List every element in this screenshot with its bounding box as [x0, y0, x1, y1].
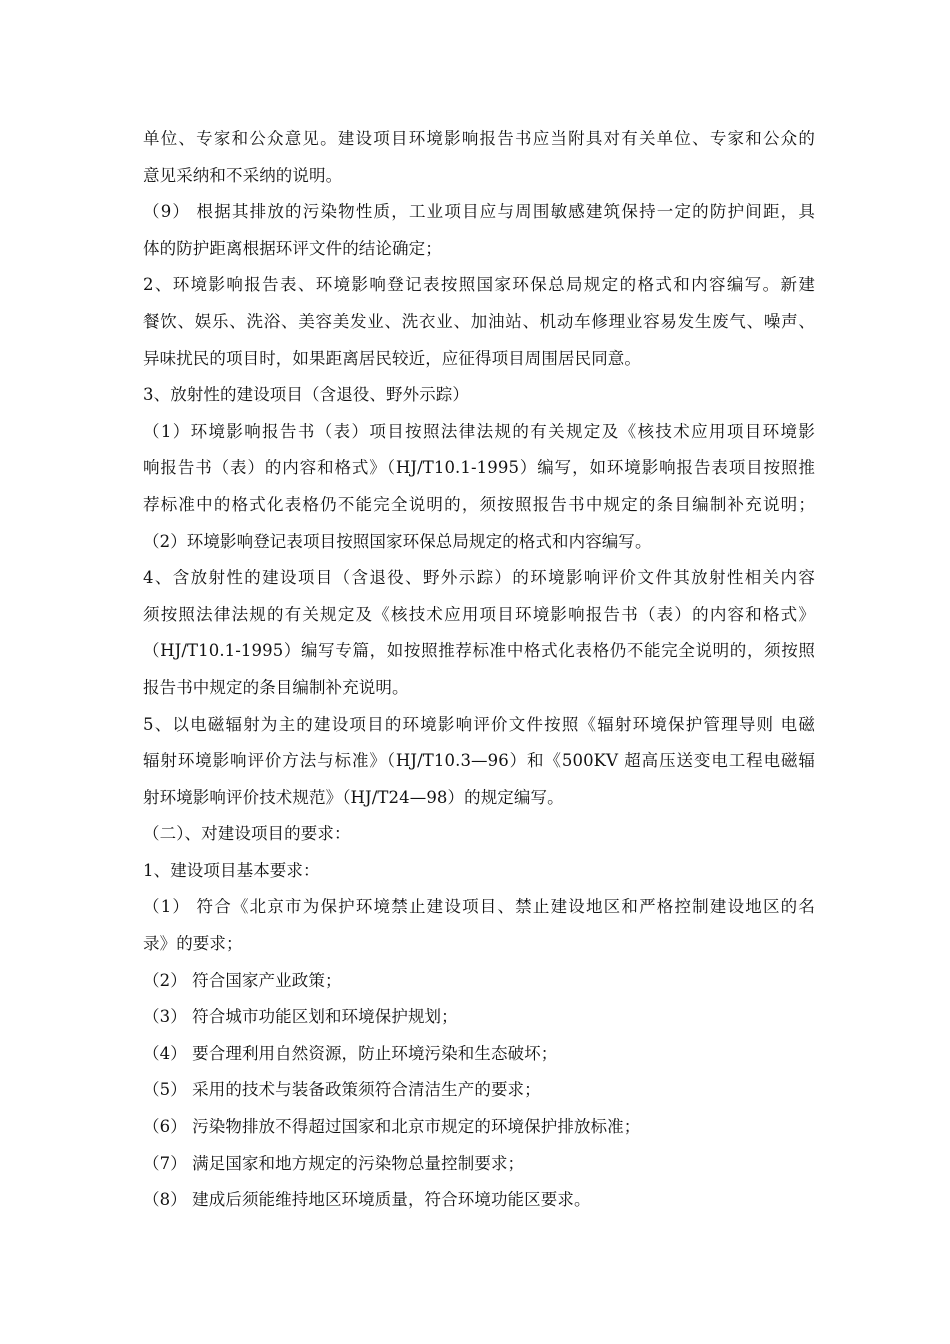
section-heading: （二）、对建设项目的要求：: [143, 824, 351, 844]
list-item: （5） 采用的技术与装备政策须符合清洁生产的要求；: [143, 1080, 541, 1100]
text-line: （2）环境影响登记表项目按照国家环保总局规定的格式和内容编写。: [143, 531, 652, 551]
text-line: 2、环境影响报告表、环境影响登记表按照国家环保总局规定的格式和内容编写。新建: [143, 275, 815, 295]
text-line: （9） 根据其排放的污染物性质，工业项目应与周围敏感建筑保持一定的防护间距，具: [143, 202, 815, 222]
list-item: （7） 满足国家和地方规定的污染物总量控制要求；: [143, 1153, 525, 1173]
text-line: 体的防护距离根据环评文件的结论确定；: [143, 238, 442, 258]
text-line: 须按照法律法规的有关规定及《核技术应用项目环境影响报告书（表）的内容和格式》: [143, 604, 815, 624]
list-item: （2） 符合国家产业政策；: [143, 970, 342, 990]
text-line: 餐饮、娱乐、洗浴、美容美发业、洗衣业、加油站、机动车修理业容易发生废气、噪声、: [143, 311, 815, 331]
text-line: 射环境影响评价技术规范》（HJ/T24—98）的规定编写。: [143, 787, 564, 807]
list-item: （6） 污染物排放不得超过国家和北京市规定的环境保护排放标准；: [143, 1117, 641, 1137]
list-item: （3） 符合城市功能区划和环境保护规划；: [143, 1007, 458, 1027]
text-line: 辐射环境影响评价方法与标准》（HJ/T10.3—96）和《500KV 超高压送变电工程电磁辐: [143, 751, 815, 771]
text-line: 响报告书（表）的内容和格式》（HJ/T10.1-1995）编写，如环境影响报告表项目按照推: [143, 458, 815, 478]
text-line: 单位、专家和公众意见。建设项目环境影响报告书应当附具对有关单位、专家和公众的: [143, 129, 815, 148]
text-line: 异味扰民的项目时，如果距离居民较近，应征得项目周围居民同意。: [143, 348, 641, 368]
list-item: （1） 符合《北京市为保护环境禁止建设项目、禁止建设地区和严格控制建设地区的名: [143, 897, 815, 917]
text-line: 4、含放射性的建设项目（含退役、野外示踪）的环境影响评价文件其放射性相关内容: [143, 568, 815, 588]
list-item: （8） 建成后须能维持地区环境质量，符合环境功能区要求。: [143, 1190, 591, 1210]
text-line: （1）环境影响报告书（表）项目按照法律法规的有关规定及《核技术应用项目环境影: [143, 421, 815, 441]
text-line: （HJ/T10.1-1995）编写专篇，如按照推荐标准中格式化表格仍不能完全说明的，须按照: [143, 641, 815, 661]
document-body: [143, 121, 815, 1219]
list-item: 录》的要求；: [143, 934, 243, 954]
section-heading: 1、建设项目基本要求：: [143, 860, 320, 880]
list-item: （4） 要合理利用自然资源，防止环境污染和生态破坏；: [143, 1043, 558, 1063]
text-line: 报告书中规定的条目编制补充说明。: [143, 677, 409, 697]
text-line: 意见采纳和不采纳的说明。: [143, 165, 343, 185]
text-line: 荐标准中的格式化表格仍不能完全说明的，须按照报告书中规定的条目编制补充说明；: [143, 494, 815, 514]
text-line: 5、以电磁辐射为主的建设项目的环境影响评价文件按照《辐射环境保护管理导则 电磁: [143, 714, 815, 734]
section-heading: 3、放射性的建设项目（含退役、野外示踪）: [143, 385, 469, 405]
